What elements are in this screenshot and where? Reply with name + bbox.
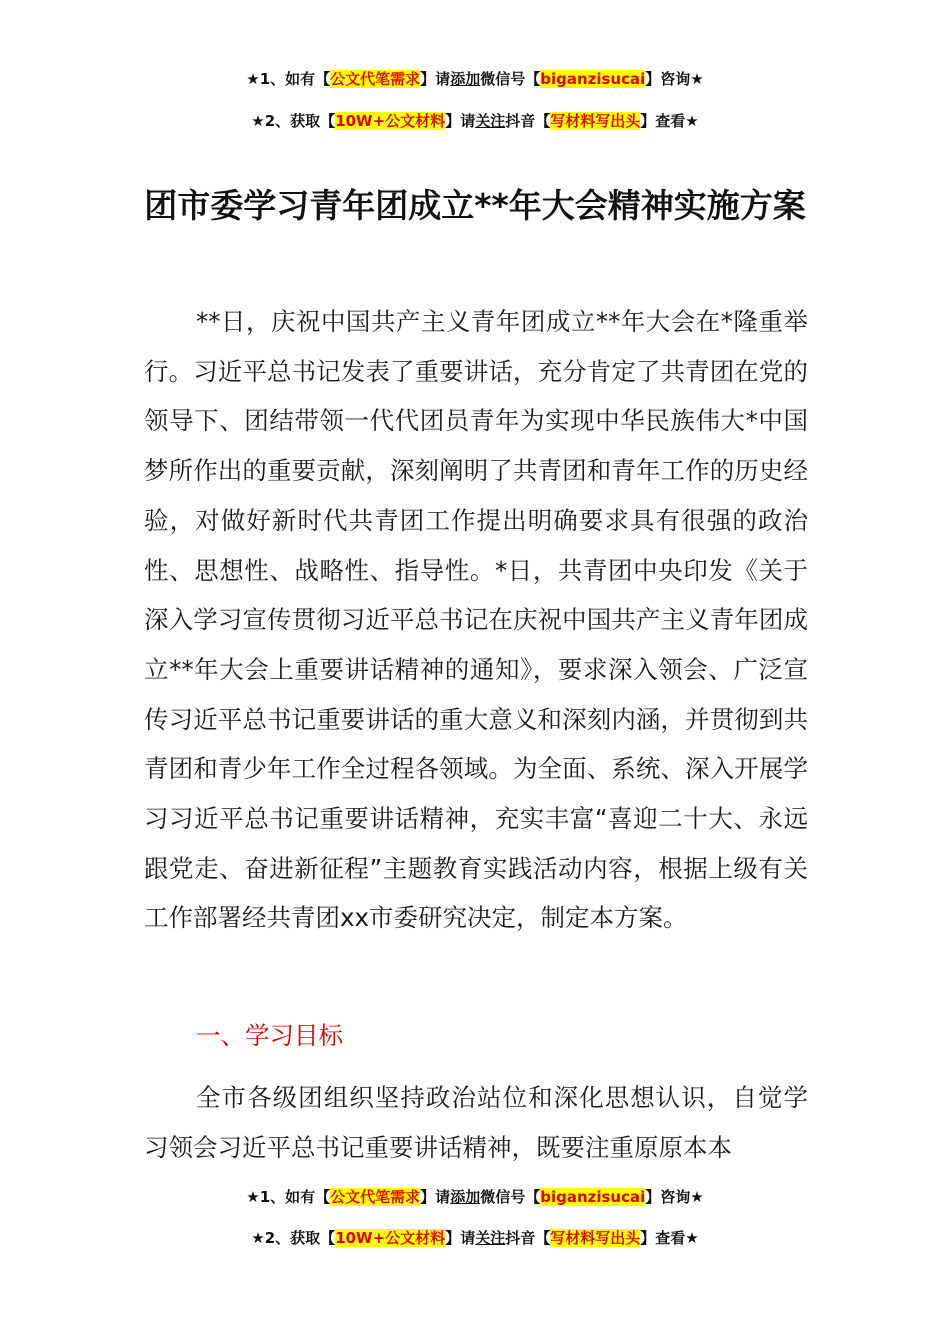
banner-text: 】查看★ <box>640 1229 699 1247</box>
banner-text: ★2、获取【 <box>251 112 336 130</box>
banner-highlight: 公文代笔需求 <box>330 70 421 88</box>
banner-text: 】请 <box>420 70 451 88</box>
banner-emphasis: 关注 <box>475 1229 506 1247</box>
banner-text: ★2、获取【 <box>251 1229 336 1247</box>
banner-text: ★1、如有【 <box>246 1188 331 1206</box>
banner-highlight: 写材料写出头 <box>550 1229 641 1247</box>
banner-highlight: 10W+公文材料 <box>335 1229 446 1247</box>
banner-text: 抖音【 <box>505 112 551 130</box>
banner-text: 抖音【 <box>505 1229 551 1247</box>
promo-banner-bottom-line-2 <box>0 1227 950 1248</box>
banner-highlight: 写材料写出头 <box>550 112 641 130</box>
banner-text: 】请 <box>445 112 476 130</box>
banner-emphasis: 关注 <box>475 112 506 130</box>
banner-text: 】请 <box>445 1229 476 1247</box>
banner-text: 微信号【 <box>480 1188 541 1206</box>
section-heading-learning-goals: 一、学习目标 <box>196 1021 343 1050</box>
banner-text: 】请 <box>420 1188 451 1206</box>
banner-highlight: 公文代笔需求 <box>330 1188 421 1206</box>
body-paragraph-2: 全市各级团组织坚持政治站位和深化思想认识，自觉学习领会习近平总书记重要讲话精神，既要注重原原本本 <box>144 1083 808 1162</box>
banner-highlight: biganzisucai <box>540 1188 646 1206</box>
promo-banner-top-line-1 <box>0 68 950 89</box>
promo-banner-top-line-2 <box>0 110 950 131</box>
banner-text: 】查看★ <box>640 112 699 130</box>
body-paragraph-1: **日，庆祝中国共产主义青年团成立**年大会在*隆重举行。习近平总书记发表了重要讲话，充分肯定了共青团在党的领导下、团结带领一代代团员青年为实现中华民族伟大*中国梦所作出的重要贡献，深刻阐明了共青团和青年工作的历史经验，对做好新时代共青团工作提出明确要求具有很强的政治性、思想性、战略性、指导性。*日，共青团中央印发《关于深入学习宣传贯彻习近平总书记在庆祝中国共产主义青年团成立**年大会上重要讲话精神的通知》，要求深入领会、广泛宣传习近平总书记重要讲话的重大意义和深刻内涵，并贯彻到共青团和青少年工作全过程各领域。为全面、系统、深入开展学习习近平总书记重要讲话精神，充实丰富“喜迎二十大、永远跟党走、奋进新征程”主题教育实践活动内容，根据上级有关工作部署经共青团xx市委研究决定，制定本方案。 <box>144 307 808 933</box>
banner-highlight: biganzisucai <box>540 70 646 88</box>
banner-text: 】咨询★ <box>645 1188 704 1206</box>
banner-text: 】咨询★ <box>645 70 704 88</box>
banner-text: ★1、如有【 <box>246 70 331 88</box>
banner-text: 微信号【 <box>480 70 541 88</box>
banner-highlight: 10W+公文材料 <box>335 112 446 130</box>
banner-emphasis: 添加 <box>450 70 481 88</box>
document-title: 团市委学习青年团成立**年大会精神实施方案 <box>144 186 806 225</box>
promo-banner-bottom-line-1 <box>0 1186 950 1207</box>
banner-emphasis: 添加 <box>450 1188 481 1206</box>
